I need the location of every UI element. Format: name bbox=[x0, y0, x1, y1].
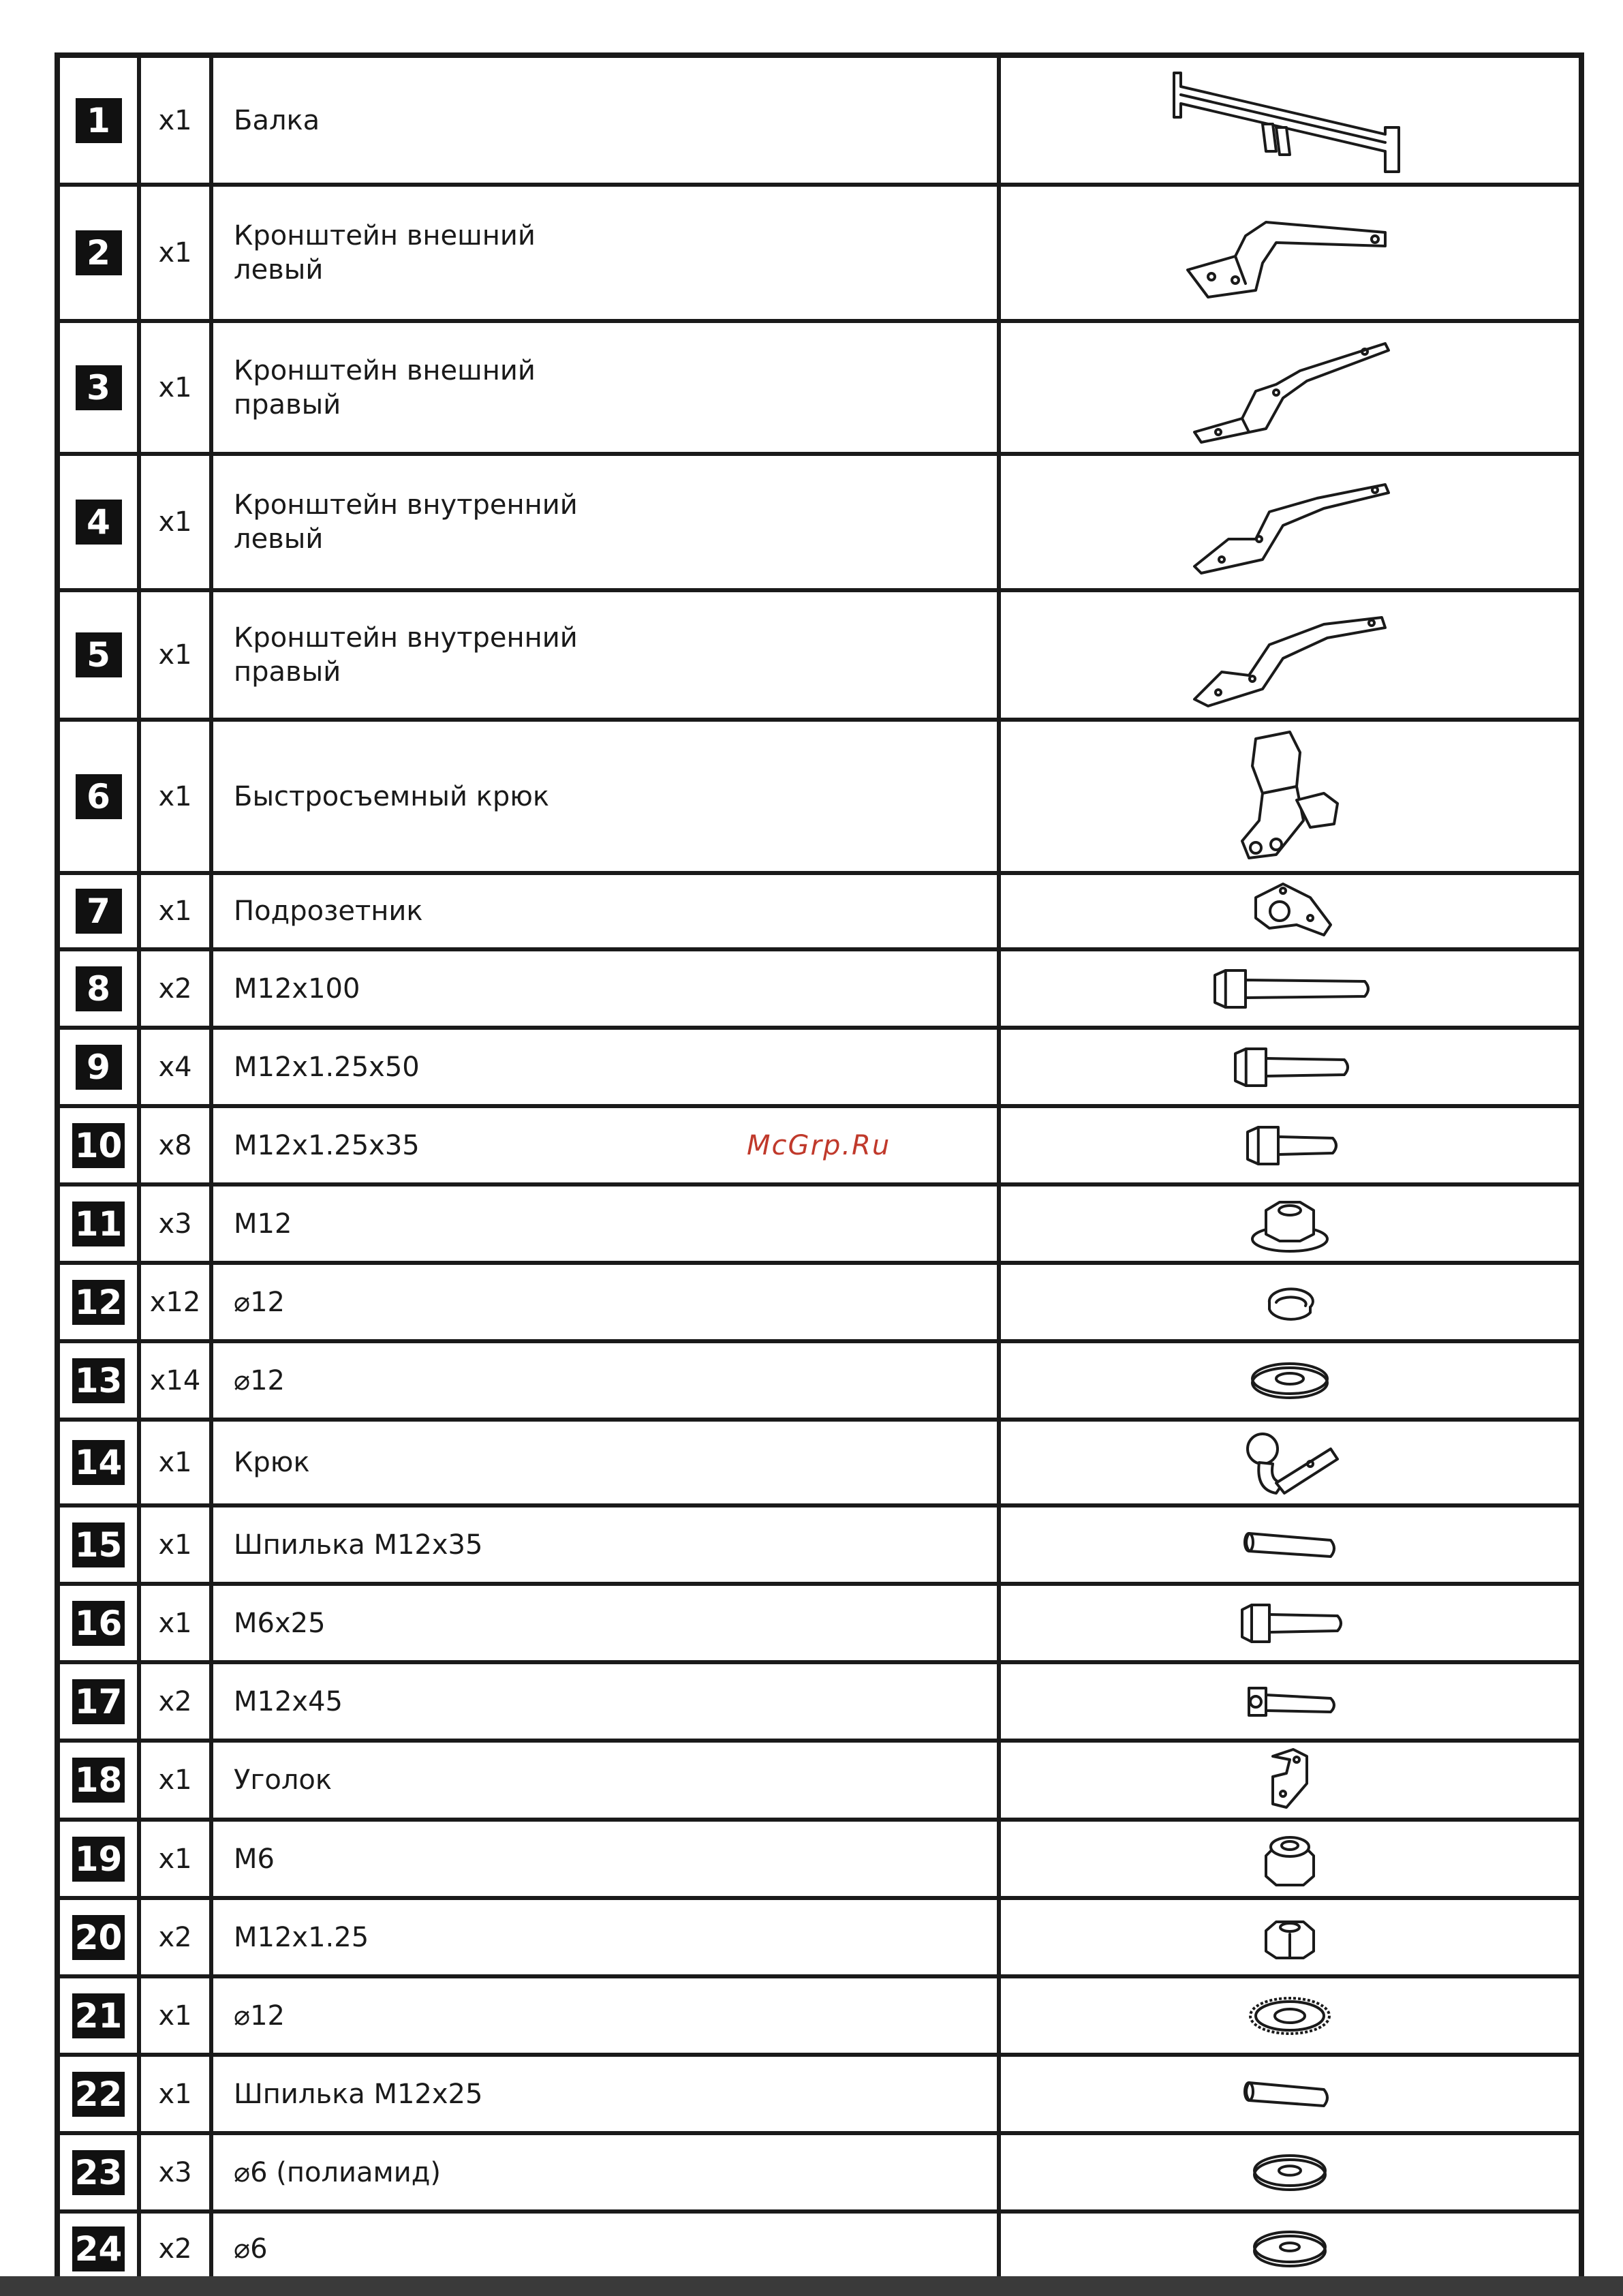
item-name: M12x1.25 bbox=[211, 1898, 999, 1976]
table-row bbox=[57, 2055, 1581, 2133]
polyamide-washer-icon bbox=[1001, 2147, 1579, 2198]
item-name: Подрозетник bbox=[211, 873, 999, 949]
table-row bbox=[57, 2211, 1581, 2286]
lock-nut-icon bbox=[1001, 1825, 1579, 1893]
spring-washer-icon bbox=[1001, 1279, 1579, 1326]
item-number-badge: 19 bbox=[72, 1837, 125, 1882]
item-name: M12x1.25x50 bbox=[211, 1028, 999, 1106]
table-row bbox=[57, 1898, 1581, 1976]
table-row bbox=[57, 1505, 1581, 1584]
item-image-cell bbox=[999, 873, 1581, 949]
table-row bbox=[57, 1662, 1581, 1741]
table-row bbox=[57, 2133, 1581, 2211]
item-name: Кронштейн внешний правый bbox=[211, 321, 999, 454]
outer-left-bracket-icon bbox=[1001, 195, 1579, 311]
quick-release-hook-icon bbox=[1001, 725, 1579, 868]
item-image-cell bbox=[999, 1584, 1581, 1662]
item-number-badge: 12 bbox=[72, 1280, 125, 1325]
flat-washer-icon bbox=[1001, 1356, 1579, 1406]
item-number-badge: 23 bbox=[72, 2150, 125, 2195]
item-number-cell bbox=[57, 1420, 139, 1505]
bottom-bar bbox=[0, 2276, 1623, 2296]
item-image-cell bbox=[999, 590, 1581, 720]
item-number-cell bbox=[57, 590, 139, 720]
item-number-badge: 1 bbox=[76, 98, 122, 143]
table-row bbox=[57, 321, 1581, 454]
item-image-cell bbox=[999, 454, 1581, 590]
table-row bbox=[57, 1584, 1581, 1662]
item-image-cell bbox=[999, 185, 1581, 321]
item-name: Кронштейн внутренний правый bbox=[211, 590, 999, 720]
item-image-cell bbox=[999, 2055, 1581, 2133]
flange-nut-icon bbox=[1001, 1190, 1579, 1258]
item-number-badge: 7 bbox=[76, 889, 122, 934]
table-row bbox=[57, 873, 1581, 949]
item-name: Крюк bbox=[211, 1420, 999, 1505]
item-quantity: x1 bbox=[139, 185, 211, 321]
item-image-cell bbox=[999, 2211, 1581, 2286]
item-number-cell bbox=[57, 55, 139, 185]
item-name: Быстросъемный крюк bbox=[211, 720, 999, 873]
item-number-cell bbox=[57, 2133, 139, 2211]
parts-table bbox=[55, 52, 1584, 2289]
item-image-cell bbox=[999, 1263, 1581, 1341]
item-number-cell bbox=[57, 1505, 139, 1584]
item-quantity: x1 bbox=[139, 720, 211, 873]
item-name: ⌀12 bbox=[211, 1976, 999, 2055]
item-quantity: x1 bbox=[139, 1584, 211, 1662]
item-image-cell bbox=[999, 1898, 1581, 1976]
item-number-cell bbox=[57, 1898, 139, 1976]
item-name: ⌀6 bbox=[211, 2211, 999, 2286]
item-name: ⌀6 (полиамид) bbox=[211, 2133, 999, 2211]
item-name: ⌀12 bbox=[211, 1341, 999, 1420]
item-quantity: x1 bbox=[139, 321, 211, 454]
item-image-cell bbox=[999, 1505, 1581, 1584]
inner-right-bracket-icon bbox=[1001, 597, 1579, 713]
item-name: Балка bbox=[211, 55, 999, 185]
item-number-cell bbox=[57, 1184, 139, 1263]
table-row bbox=[57, 454, 1581, 590]
item-number-cell bbox=[57, 720, 139, 873]
item-name: M12x100 bbox=[211, 949, 999, 1028]
item-number-cell bbox=[57, 2055, 139, 2133]
item-number-badge: 20 bbox=[72, 1915, 125, 1960]
item-image-cell bbox=[999, 720, 1581, 873]
item-image-cell bbox=[999, 1184, 1581, 1263]
table-row bbox=[57, 949, 1581, 1028]
item-number-badge: 2 bbox=[76, 230, 122, 275]
small-washer-icon bbox=[1001, 2224, 1579, 2274]
angle-bracket-icon bbox=[1001, 1743, 1579, 1818]
item-image-cell bbox=[999, 1976, 1581, 2055]
item-number-cell bbox=[57, 1263, 139, 1341]
item-image-cell bbox=[999, 1741, 1581, 1820]
table-row bbox=[57, 1341, 1581, 1420]
item-number-cell bbox=[57, 185, 139, 321]
item-image-cell bbox=[999, 1106, 1581, 1184]
item-quantity: x1 bbox=[139, 1976, 211, 2055]
item-number-badge: 17 bbox=[72, 1679, 125, 1724]
table-row bbox=[57, 590, 1581, 720]
bolt-medium-icon bbox=[1001, 1043, 1579, 1091]
socket-plate-icon bbox=[1001, 877, 1579, 945]
tow-ball-icon bbox=[1001, 1422, 1579, 1503]
item-image-cell bbox=[999, 321, 1581, 454]
item-quantity: x2 bbox=[139, 1662, 211, 1741]
table-row bbox=[57, 1263, 1581, 1341]
stud-icon bbox=[1001, 1521, 1579, 1569]
bolt-short-icon bbox=[1001, 1122, 1579, 1169]
item-number-cell bbox=[57, 1584, 139, 1662]
serrated-washer-icon bbox=[1001, 1989, 1579, 2043]
table-row bbox=[57, 55, 1581, 185]
item-image-cell bbox=[999, 55, 1581, 185]
item-name: M6 bbox=[211, 1820, 999, 1898]
bolt-small-icon bbox=[1001, 1599, 1579, 1647]
item-number-cell bbox=[57, 1028, 139, 1106]
item-quantity: x2 bbox=[139, 1898, 211, 1976]
item-image-cell bbox=[999, 1420, 1581, 1505]
item-quantity: x8 bbox=[139, 1106, 211, 1184]
item-quantity: x1 bbox=[139, 55, 211, 185]
item-number-badge: 11 bbox=[72, 1201, 125, 1246]
item-name: M12x45 bbox=[211, 1662, 999, 1741]
item-name: M6x25 bbox=[211, 1584, 999, 1662]
item-number-cell bbox=[57, 1820, 139, 1898]
item-image-cell bbox=[999, 2133, 1581, 2211]
item-quantity: x12 bbox=[139, 1263, 211, 1341]
item-number-badge: 6 bbox=[76, 774, 122, 819]
item-quantity: x14 bbox=[139, 1341, 211, 1420]
hex-nut-icon bbox=[1001, 1907, 1579, 1968]
item-quantity: x3 bbox=[139, 1184, 211, 1263]
item-number-badge: 4 bbox=[76, 500, 122, 545]
table-row bbox=[57, 1820, 1581, 1898]
socket-bolt-icon bbox=[1001, 1678, 1579, 1726]
inner-left-bracket-icon bbox=[1001, 464, 1579, 580]
item-number-cell bbox=[57, 454, 139, 590]
item-image-cell bbox=[999, 1341, 1581, 1420]
item-number-cell bbox=[57, 1976, 139, 2055]
item-image-cell bbox=[999, 1662, 1581, 1741]
table-row bbox=[57, 1028, 1581, 1106]
item-number-cell bbox=[57, 2211, 139, 2286]
item-quantity: x1 bbox=[139, 1741, 211, 1820]
item-image-cell bbox=[999, 1028, 1581, 1106]
item-number-badge: 8 bbox=[76, 966, 122, 1011]
item-name: M12x1.25x35 bbox=[211, 1106, 999, 1184]
item-name: ⌀12 bbox=[211, 1263, 999, 1341]
bolt-long-icon bbox=[1001, 965, 1579, 1013]
table-row bbox=[57, 720, 1581, 873]
item-quantity: x1 bbox=[139, 1820, 211, 1898]
item-number-badge: 18 bbox=[72, 1758, 125, 1803]
outer-right-bracket-icon bbox=[1001, 330, 1579, 446]
beam-icon bbox=[1001, 59, 1579, 182]
item-image-cell bbox=[999, 949, 1581, 1028]
item-number-badge: 3 bbox=[76, 365, 122, 410]
item-quantity: x2 bbox=[139, 2211, 211, 2286]
table-row bbox=[57, 1976, 1581, 2055]
table-row bbox=[57, 185, 1581, 321]
stud-short-icon bbox=[1001, 2070, 1579, 2118]
item-number-badge: 16 bbox=[72, 1601, 125, 1646]
table-row bbox=[57, 1420, 1581, 1505]
table-row bbox=[57, 1184, 1581, 1263]
item-name: Шпилька M12x35 bbox=[211, 1505, 999, 1584]
item-number-badge: 10 bbox=[72, 1123, 125, 1168]
item-number-cell bbox=[57, 321, 139, 454]
item-number-cell bbox=[57, 1106, 139, 1184]
item-number-badge: 9 bbox=[76, 1045, 122, 1090]
watermark: McGrp.Ru bbox=[747, 1130, 891, 1161]
item-quantity: x3 bbox=[139, 2133, 211, 2211]
item-number-badge: 13 bbox=[72, 1358, 125, 1403]
item-name: Кронштейн внешний левый bbox=[211, 185, 999, 321]
item-name: Кронштейн внутренний левый bbox=[211, 454, 999, 590]
item-name: Уголок bbox=[211, 1741, 999, 1820]
item-name: Шпилька M12x25 bbox=[211, 2055, 999, 2133]
item-quantity: x1 bbox=[139, 2055, 211, 2133]
item-quantity: x1 bbox=[139, 1505, 211, 1584]
item-quantity: x2 bbox=[139, 949, 211, 1028]
item-image-cell bbox=[999, 1820, 1581, 1898]
item-number-badge: 22 bbox=[72, 2072, 125, 2117]
item-number-cell bbox=[57, 873, 139, 949]
item-quantity: x1 bbox=[139, 590, 211, 720]
item-number-cell bbox=[57, 1341, 139, 1420]
item-quantity: x1 bbox=[139, 454, 211, 590]
item-number-badge: 24 bbox=[72, 2226, 125, 2271]
item-quantity: x1 bbox=[139, 873, 211, 949]
item-number-badge: 14 bbox=[72, 1440, 125, 1485]
item-number-badge: 21 bbox=[72, 1993, 125, 2038]
table-row bbox=[57, 1741, 1581, 1820]
item-number-cell bbox=[57, 949, 139, 1028]
item-number-badge: 5 bbox=[76, 632, 122, 677]
item-name: M12 bbox=[211, 1184, 999, 1263]
item-quantity: x1 bbox=[139, 1420, 211, 1505]
item-quantity: x4 bbox=[139, 1028, 211, 1106]
item-number-cell bbox=[57, 1741, 139, 1820]
item-number-cell bbox=[57, 1662, 139, 1741]
item-number-badge: 15 bbox=[72, 1522, 125, 1567]
